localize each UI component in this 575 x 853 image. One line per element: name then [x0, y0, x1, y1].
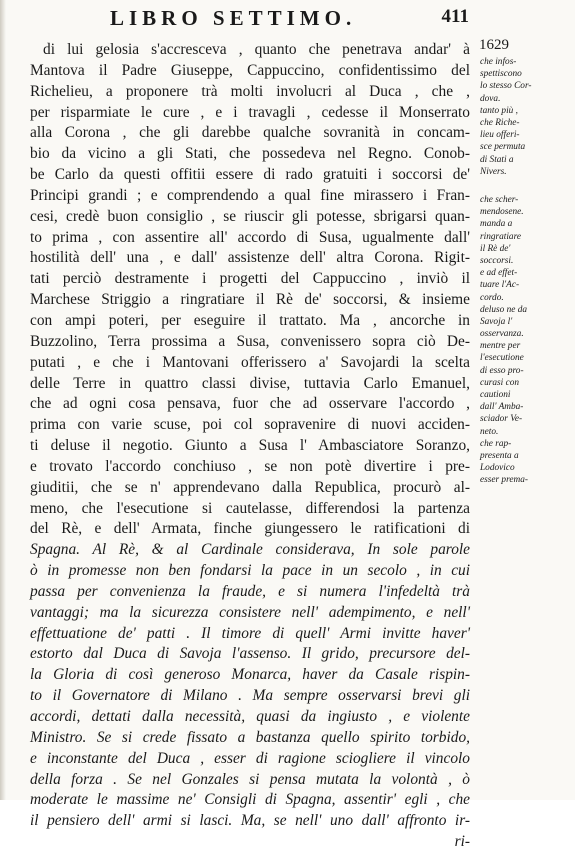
- margin-note-line: osservanza.: [480, 329, 524, 340]
- text-line: effettuatione de' patti . Il timore di quell' Armi invitte haver': [30, 624, 470, 642]
- margin-note-line: che scher-: [480, 195, 519, 205]
- page-number: 411: [441, 6, 469, 27]
- text-line: per risparmiate le cure , e i travagli , cedesse il Monserrato: [30, 103, 470, 121]
- margin-note-line: cautioni: [480, 390, 511, 400]
- margin-note-line: Savoja l': [480, 316, 513, 327]
- text-line: hostilità dell' una , e dall' assistenze dell' altra Corona. Rigit-: [30, 249, 470, 267]
- margin-note-line: soccorsi.: [480, 255, 514, 266]
- margin-note-line: manda a: [480, 219, 513, 230]
- text-line: della forza . Se nel Gonzales si pensa mutata la volontà , ò: [30, 770, 470, 788]
- text-line: Marchese Striggio a ringratiare il Rè de' soccorsi, & insieme: [30, 291, 470, 309]
- text-line: con ampi poteri, per eseguire il trattato. Ma , ancorche in: [30, 311, 470, 329]
- text-line: Buzzolino, Terra prossima a Susa, convenissero sopra ciò De-: [30, 332, 470, 350]
- margin-note-line: Nivers.: [480, 166, 507, 177]
- margin-note-line: presenta a: [480, 450, 519, 461]
- margin-note-line: mentre per: [480, 341, 521, 352]
- text-line: Ministro. Se si crede fissato a bastanza quello spirito torbido,: [30, 728, 470, 746]
- margin-note-line: tuare l'Ac-: [480, 280, 520, 291]
- margin-note-line: esser prema-: [480, 475, 528, 486]
- text-line: il pensiero dell' armi si lasci. Ma, se nell' uno dall' affronto ir-: [30, 812, 470, 830]
- margin-note-line: che rap-: [480, 438, 512, 449]
- margin-note-line: e ad effet-: [480, 268, 518, 279]
- text-line: ti deluse il negotio. Giunto a Susa l' Ambasciatore Soranzo,: [30, 437, 470, 455]
- margin-note-line: Lodovico: [480, 463, 515, 474]
- margin-note-line: ringratiare: [480, 231, 521, 242]
- text-line: la Gloria di così generoso Monarca, haver da Casale rispin-: [30, 666, 470, 684]
- margin-note-line: dova.: [480, 93, 501, 104]
- margin-note-line: lieu offeri-: [480, 130, 520, 141]
- margin-note-line: sciador Ve-: [480, 414, 523, 425]
- text-line: che ad ogni cosa pensava, fuor che ad osservare l'accordo ,: [30, 395, 470, 413]
- margin-note-line: deluso ne da: [480, 304, 527, 315]
- text-line: Mantova il Padre Giuseppe, Cappuccino, confidentissimo del: [30, 61, 470, 79]
- text-line: Richelieu, a proponere trà molti involucri al Duca , che ,: [30, 82, 470, 100]
- text-line: di lui gelosia s'accresceva , quanto che penetrava andar' à: [43, 41, 470, 58]
- text-line: bio da vicino a gli Stati, che possedeva nel Regno. Conob-: [30, 145, 470, 163]
- text-line: be Carlo da questi offitii essere di rado gratuiti i soccorsi de': [30, 166, 470, 184]
- margin-note-2: [480, 194, 540, 487]
- text-line: estorto dal Duca di Savoja l'assenso. Il grido, precursore del-: [30, 645, 470, 663]
- margin-note-line: spettiscono: [480, 69, 522, 80]
- margin-note-line: curasi con: [480, 377, 519, 388]
- text-line: e trovato l'accordo conchiuso , se non potè divertire i pre-: [30, 457, 470, 475]
- text-line: ri-: [454, 833, 470, 851]
- margin-note-1: [480, 56, 540, 178]
- text-line: meno, che l'esecutione si cautelasse, differendosi la partenza: [30, 499, 470, 517]
- margin-note-line: dall' Amba-: [480, 402, 524, 413]
- text-line: putati , e che i Mantovani offerissero a' Savojardi la scelta: [30, 353, 470, 371]
- text-line: giuditii, che se n' apprendevano dalla Republica, procurò al-: [30, 478, 470, 496]
- margin-note-line: di Stati a: [480, 154, 514, 165]
- page-edge-shadow: [0, 0, 6, 800]
- running-head-title: LIBRO SETTIMO.: [110, 6, 357, 30]
- text-line: passa per convenienza la fraude, e si numera l'infedeltà trà: [30, 582, 470, 600]
- margin-note-line: sce permuta: [480, 142, 526, 153]
- body-text: [30, 40, 470, 853]
- running-head: [110, 6, 479, 32]
- text-line: prima con varie scuse, poi col sopravenire di nuovi acciden-: [30, 416, 470, 434]
- margin-note-line: di esso pro-: [480, 365, 524, 376]
- margin-note-line: cordo.: [480, 292, 504, 303]
- text-line: e inconstante del Duca , esser di ragione sciogliere il vincolo: [30, 749, 470, 767]
- margin-note-line: il Rè de': [480, 243, 511, 254]
- text-line: Spagna. Al Rè, & al Cardinale considerava, In sole parole: [30, 541, 470, 559]
- text-line: to il Governatore di Milano . Ma sempre osservarsi brevi gli: [30, 687, 470, 705]
- text-line: del Rè, e dell' Armata, finche giungessero le ratificationi di: [30, 520, 470, 538]
- margin-note-line: lo stesso Cor-: [480, 81, 532, 92]
- text-line: Principi grandi ; e comprendendo a qual fine mirassero i Fran-: [30, 186, 470, 204]
- margin-year: 1629: [479, 37, 509, 53]
- margin-note-line: che Riche-: [480, 117, 520, 128]
- text-line: vantaggi; ma la sicurezza consistere nell' adempimento, e nell': [30, 603, 470, 621]
- text-line: delle Terre in quattro classi divise, tuttavia Carlo Emanuel,: [30, 374, 470, 392]
- text-line: alla Corona , che gli darebbe qualche sovranità in concam-: [30, 124, 470, 142]
- margin-note-line: tanto più ,: [480, 105, 518, 116]
- margin-note-line: mendosene.: [480, 207, 524, 218]
- text-line: tati perciò destramente i progetti del Cappuccino , inviò il: [30, 270, 470, 288]
- text-line: ò in promesse non ben fondarsi la pace in un secolo , in cui: [30, 562, 470, 580]
- margin-note-line: l'esecutione: [480, 353, 524, 364]
- margin-note-line: neto.: [480, 426, 499, 437]
- text-line: to prima , con assentire all' accordo di Susa, ugualmente dall': [30, 228, 470, 246]
- text-line: moderate le massime ne' Consigli di Spagna, assentir' egli , che: [30, 791, 470, 809]
- text-line: accordi, dettati dalla necessità, quasi da ingiusto , e violente: [30, 708, 470, 725]
- margin-note-line: che infos-: [480, 57, 517, 67]
- text-line: cesi, credè buon consiglio , se riuscir gli potesse, sbrigarsi quan-: [30, 207, 470, 225]
